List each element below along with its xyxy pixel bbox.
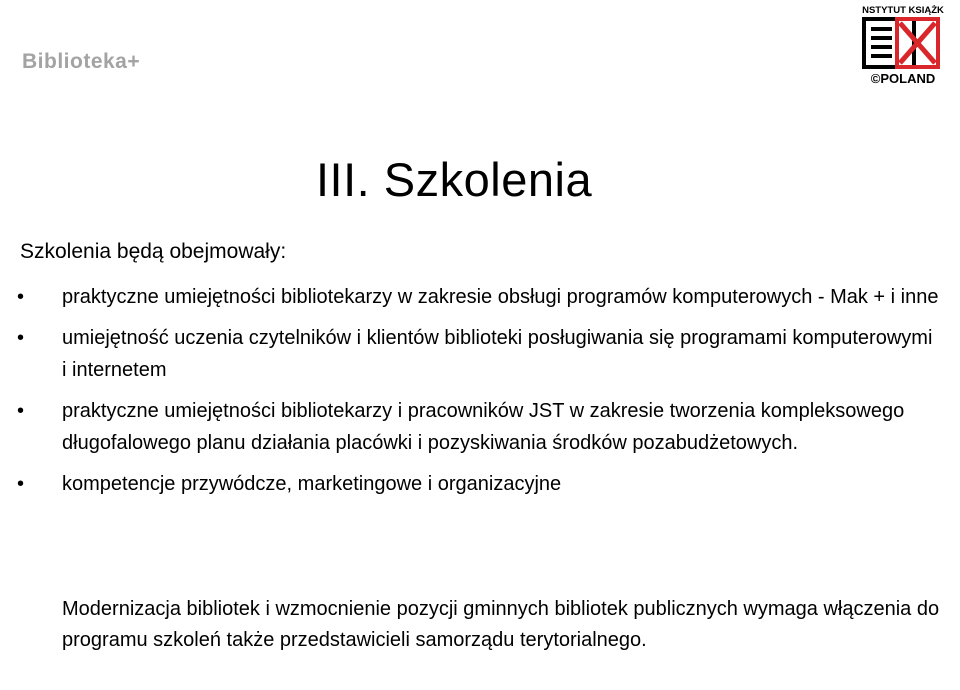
intro-heading: Szkolenia będą obejmowały:: [20, 240, 287, 263]
bullet-icon: •: [17, 327, 25, 349]
bullet-list: [0, 281, 960, 509]
bullet-icon: •: [17, 473, 25, 495]
list-item: [0, 322, 960, 386]
bullet-text: praktyczne umiejętności bibliotekarzy w zakresie obsługi programów komputerowych - Mak + i inne: [62, 286, 939, 308]
bullet-text: kompetencje przywódcze, marketingowe i organizacyjne: [62, 473, 562, 495]
list-item: [0, 468, 960, 500]
logo-bottom-text: ©POLAND: [870, 71, 936, 86]
closing-paragraph: Modernizacja bibliotek i wzmocnienie pozycji gminnych bibliotek publicznych wymaga włączenia do programu szkoleń także przedstawicieli samorządu terytorialnego.: [62, 598, 940, 651]
brand-label: Biblioteka+: [22, 50, 141, 73]
bullet-icon: •: [17, 400, 25, 422]
instytut-ksiazki-logo: [862, 2, 944, 88]
bullet-text: praktyczne umiejętności bibliotekarzy i pracowników JST w zakresie tworzenia kompleksowego długofalowego planu działania placówki i pozyskiwania środków pozabudżetowych.: [62, 400, 905, 454]
list-item: [0, 395, 960, 459]
bullet-text: umiejętność uczenia czytelników i klientów biblioteki posługiwania się programami komputerowymi i internetem: [62, 327, 933, 381]
book-x-logo-icon: [862, 2, 944, 88]
slide-title: III. Szkolenia: [316, 153, 593, 206]
list-item: [0, 281, 960, 313]
bullet-icon: •: [17, 286, 25, 308]
logo-top-text: INSTYTUT KSIĄŻKI: [862, 5, 944, 16]
